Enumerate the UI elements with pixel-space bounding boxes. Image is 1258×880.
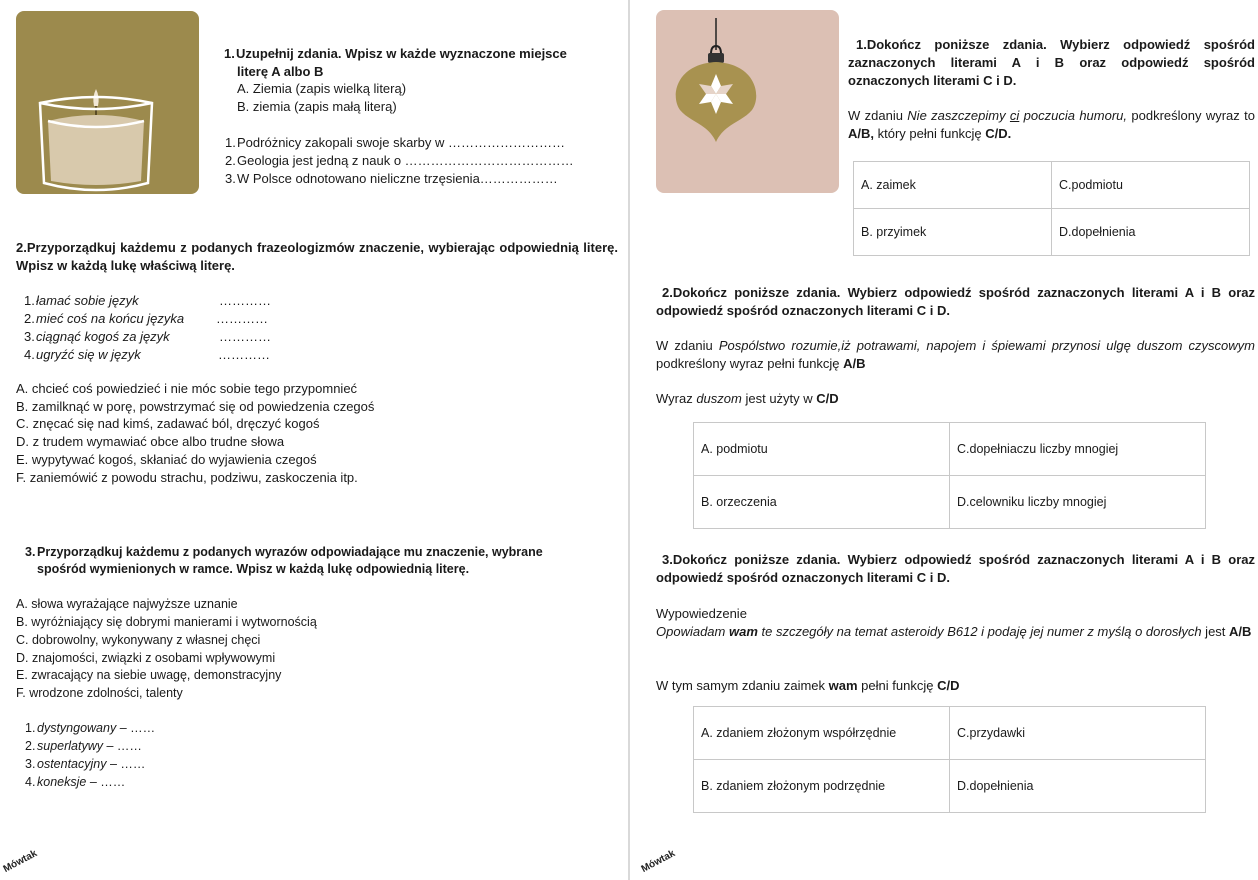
q3-title: 3. Przyporządkuj każdemu z podanych wyrazów odpowiadające mu znaczenie, wybrane <box>25 545 543 559</box>
q2-meaning: E. wypytywać kogoś, skłaniać do wyjawienia czegoś <box>16 452 317 467</box>
r-q3-title: 3.Dokończ poniższe zdania. Wybierz odpowiedź spośród zaznaczonych literami A i B oraz odpowiedź spośród oznaczonych literami C i D. <box>656 552 1255 585</box>
q2-meaning: D. z trudem wymawiać obce albo trudne słowa <box>16 434 285 449</box>
option-cell: B. orzeczenia <box>694 476 950 529</box>
r-q1-sentence: W zdaniu Nie zaszczepimy ci poczucia humoru, podkreślony wyraz to A/B, który pełni funkcję C/D. <box>848 108 1255 141</box>
q1-option-a: A. Ziemia (zapis wielką literą) <box>237 81 407 96</box>
r-q2-sentence: W zdaniu Pospólstwo rozumie,iż potrawami, napojem i śpiewami przynosi ulgę duszom czyscowym podkreślony wyraz pełni funkcję A/B <box>656 338 1255 371</box>
q2-idiom: 2.mieć coś na końcu języka ………… <box>24 311 268 326</box>
option-cell: D.celowniku liczby mnogiej <box>950 476 1206 529</box>
q2-meaning: A. chcieć coś powiedzieć i nie móc sobie tego przypomnieć <box>16 381 358 396</box>
option-cell: B. przyimek <box>854 209 1052 256</box>
q2-idiom: 3.ciągnąć kogoś za język ………… <box>24 329 271 344</box>
q2-idiom: 4.ugryźć się w język ………… <box>24 347 270 362</box>
option-cell: C.dopełniaczu liczby mnogiej <box>950 423 1206 476</box>
q3-word: 4. koneksje – …… <box>25 775 126 789</box>
q1-sentence: 1.Podróżnicy zakopali swoje skarby w ……………………… <box>225 135 565 150</box>
r-q2-title: 2.Dokończ poniższe zdania. Wybierz odpowiedź spośród zaznaczonych literami A i B oraz odpowiedź spośród oznaczonych literami C i D. <box>656 285 1255 318</box>
q3-word: 1. dystyngowany – …… <box>25 721 156 735</box>
q3-meaning: B. wyróżniający się dobrymi manierami i wytwornością <box>16 615 317 629</box>
q1-sentence: 2.Geologia jest jedną z nauk o ………………………………… <box>225 153 574 168</box>
q3-title-cont: spośród wymienionych w ramce. Wpisz w każdą lukę odpowiednią literę. <box>37 562 470 576</box>
mowtak-logo: Mówtak <box>1 848 40 875</box>
left-page <box>0 0 628 880</box>
q3-word: 2. superlatywy – …… <box>25 739 142 753</box>
r-q2-line2: Wyraz duszom jest użyty w C/D <box>656 391 839 406</box>
q2-title: 2.Przyporządkuj każdemu z podanych frazeologizmów znaczenie, wybierając odpowiednią literę. Wpisz w każdą lukę właściwą literę. <box>16 240 618 273</box>
q3-meaning: C. dobrowolny, wykonywany z własnej chęci <box>16 633 261 647</box>
ornament-illustration <box>656 10 839 193</box>
q2-meaning: C. znęcać się nad kimś, zadawać ból, dręczyć kogoś <box>16 416 320 431</box>
option-cell: A. zdaniem złożonym współrzędnie <box>694 707 950 760</box>
option-cell: A. podmiotu <box>694 423 950 476</box>
r-q1-title: 1.Dokończ poniższe zdania. Wybierz odpowiedź spośród zaznaczonych literami A i B oraz odpowiedź spośród oznaczonych literami C i D. <box>848 37 1255 88</box>
q1-sentence: 3.W Polsce odnotowano nieliczne trzęsienia……………… <box>225 171 558 186</box>
r-q3-options-table <box>693 706 1206 813</box>
candle-icon <box>16 11 199 194</box>
r-q2-options-table <box>693 422 1206 529</box>
q1-option-b: B. ziemia (zapis małą literą) <box>237 99 397 114</box>
q3-word: 3. ostentacyjny – …… <box>25 757 146 771</box>
q1-title: 1.Uzupełnij zdania. Wpisz w każde wyznaczone miejsce <box>224 46 567 61</box>
candle-illustration <box>16 11 199 194</box>
option-cell: D.dopełnienia <box>1052 209 1250 256</box>
q3-meaning: E. zwracający na siebie uwagę, demonstracyjny <box>16 668 282 682</box>
r-q3-line2: W tym samym zdaniu zaimek wam pełni funkcję C/D <box>656 678 960 693</box>
q2-meaning: F. zaniemówić z powodu strachu, podziwu, zaskoczenia itp. <box>16 470 358 485</box>
option-cell: A. zaimek <box>854 162 1052 209</box>
option-cell: B. zdaniem złożonym podrzędnie <box>694 760 950 813</box>
r-q3-sentence: Opowiadam wam te szczegóły na temat asteroidy B612 i podaję jej numer z myślą o dorosłych jest A/B <box>656 624 1252 639</box>
right-page <box>630 0 1258 880</box>
option-cell: D.dopełnienia <box>950 760 1206 813</box>
q1-title-cont: literę A albo B <box>237 64 324 79</box>
q2-idiom: 1.łamać sobie język ………… <box>24 293 271 308</box>
christmas-ornament-icon <box>656 10 839 193</box>
q3-meaning: A. słowa wyrażające najwyższe uznanie <box>16 597 238 611</box>
r-q3-label: Wypowiedzenie <box>656 606 747 621</box>
q3-meaning: D. znajomości, związki z osobami wpływowymi <box>16 651 276 665</box>
r-q1-options-table <box>853 161 1250 256</box>
mowtak-logo: Mówtak <box>639 848 678 875</box>
q3-meaning: F. wrodzone zdolności, talenty <box>16 686 183 700</box>
q2-meaning: B. zamilknąć w porę, powstrzymać się od powiedzenia czegoś <box>16 399 375 414</box>
option-cell: C.przydawki <box>950 707 1206 760</box>
option-cell: C.podmiotu <box>1052 162 1250 209</box>
